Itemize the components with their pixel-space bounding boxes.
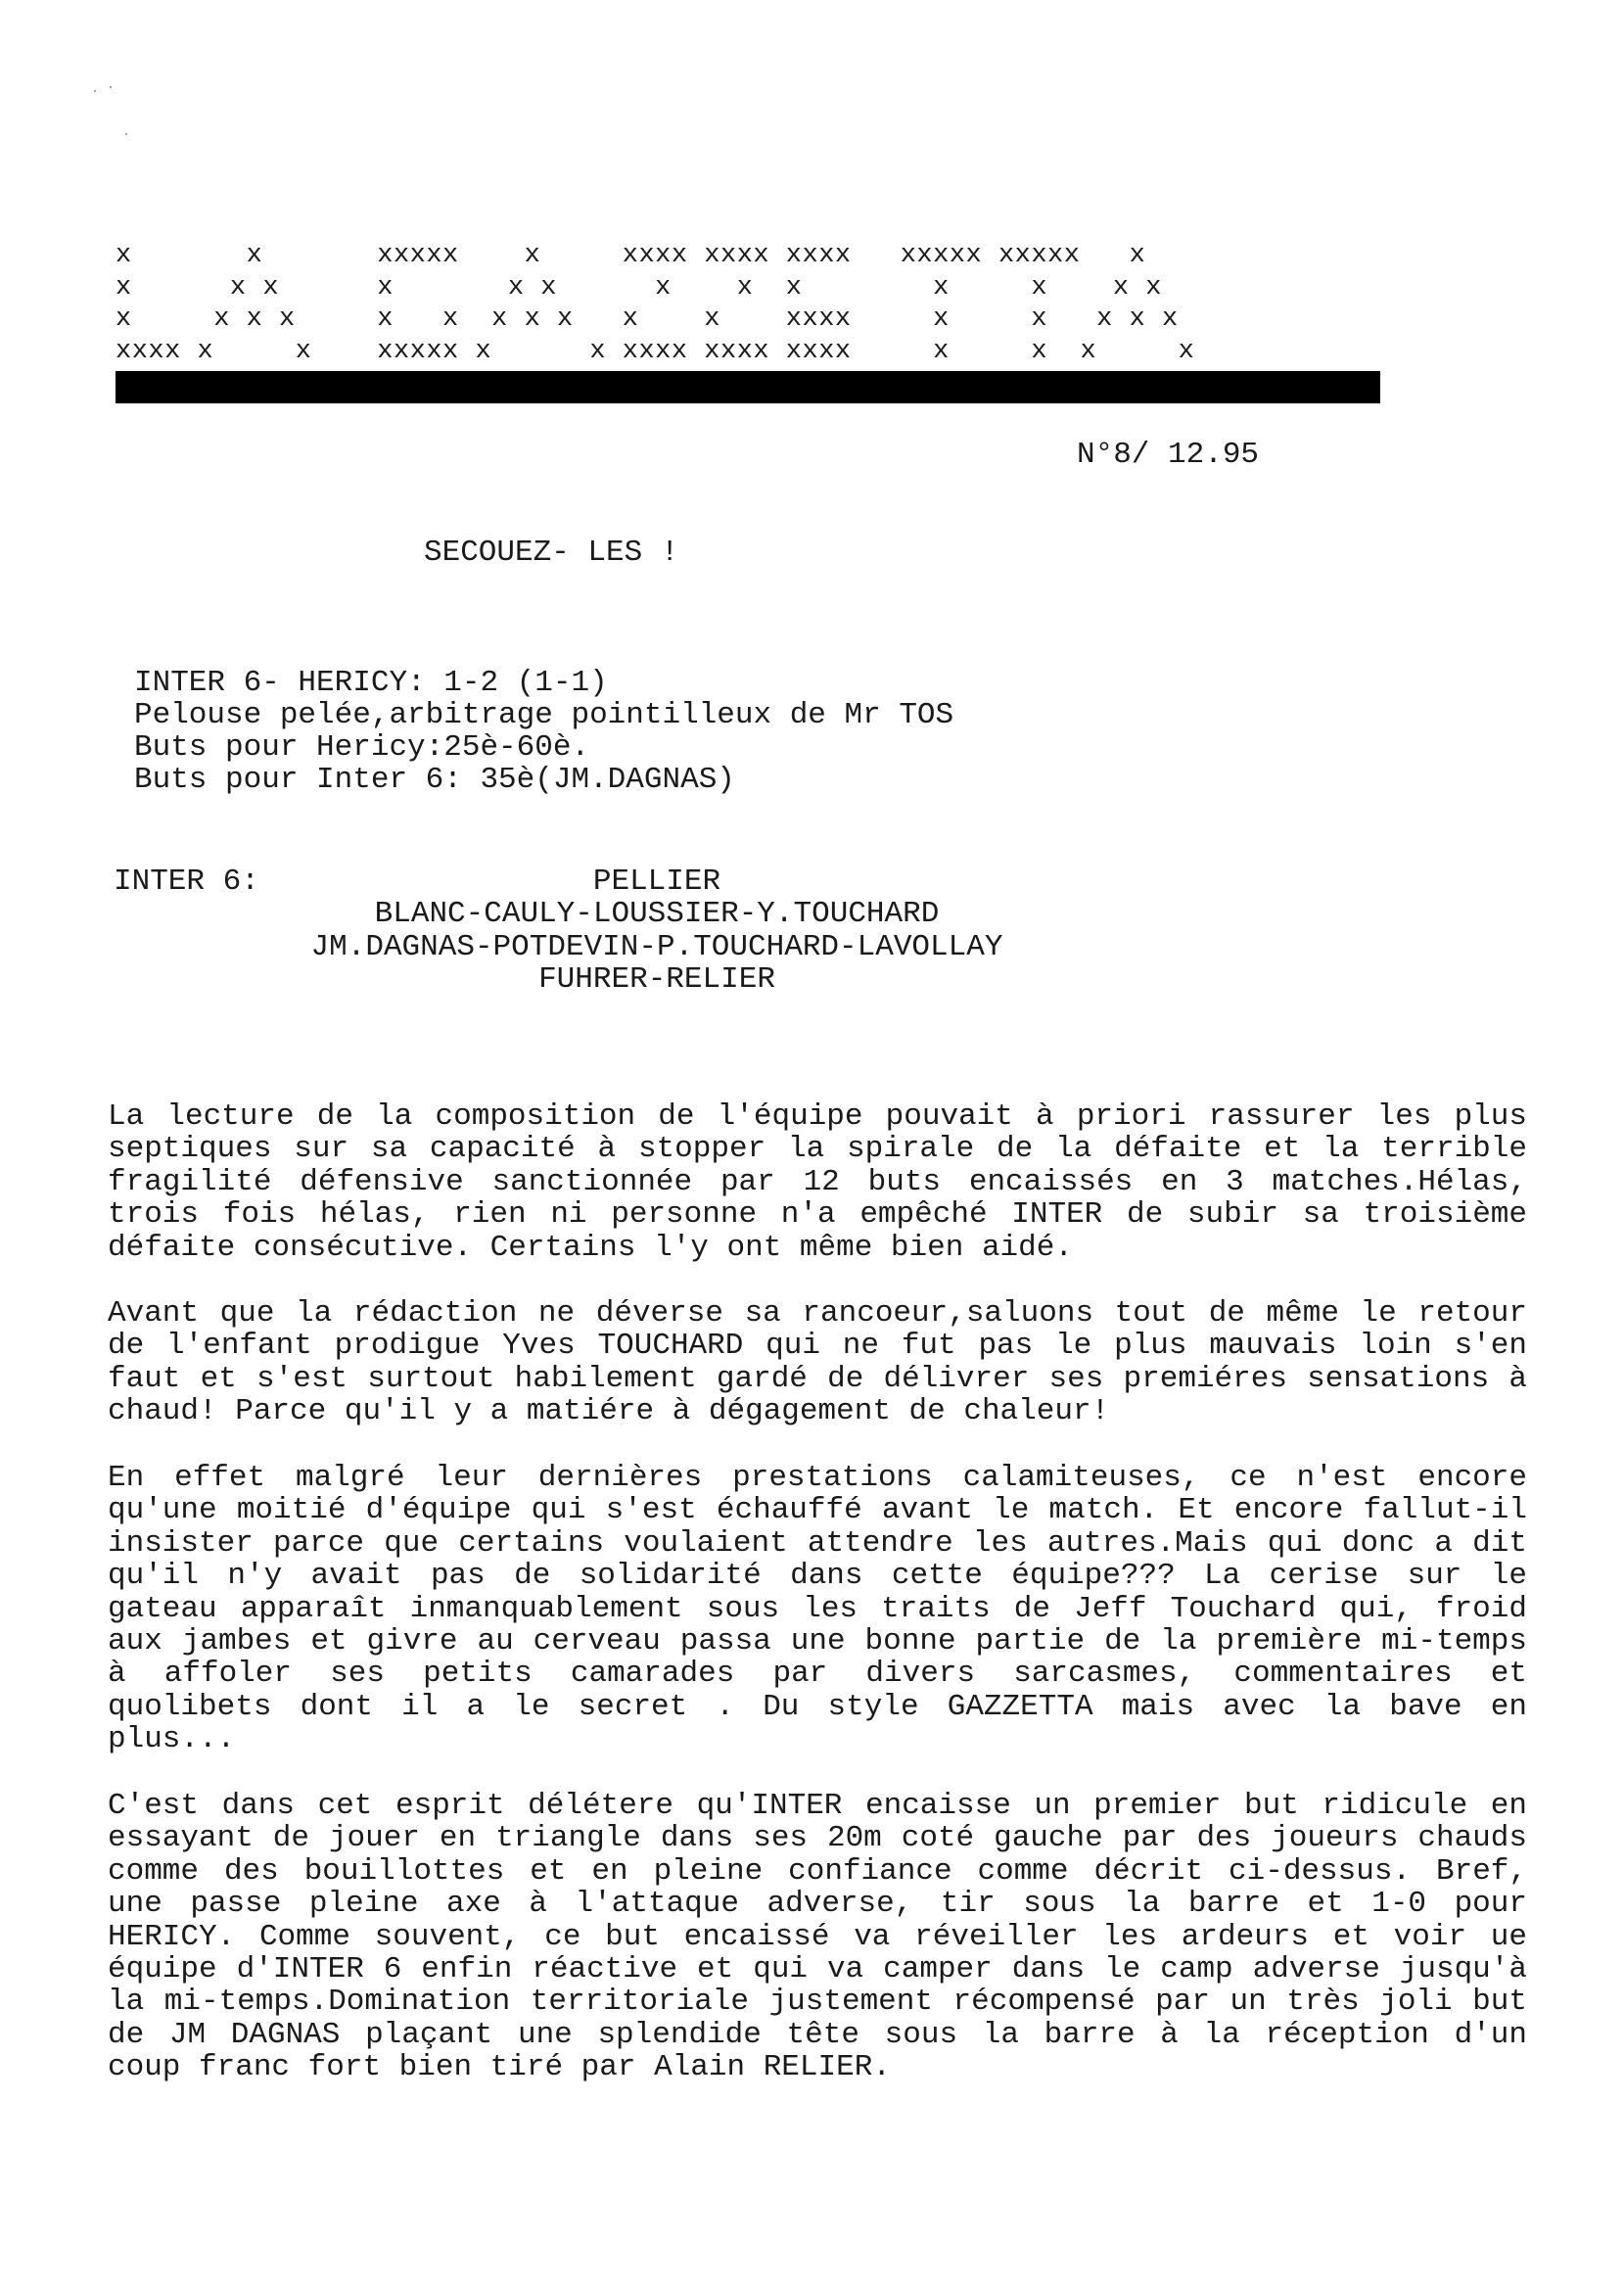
banner-row: x x x x x x x x x x x x x [116,273,1162,303]
banner-row: xxxx x x xxxxx x x xxxx xxxx xxxx x x x x [116,337,1195,366]
paragraph: En effet malgré leur dernières prestations calamiteuses, ce n'est encore qu'une moitié d'équipe qui s'est échauffé avant le match. Et encore fallut-il insister parce que certains voulaient attendre les autres.Mais qui donc a dit qu'il n'y avait pas de solidarité dans cette équipe??? La cerise sur le gateau apparaît inmanquablement sous les traits de Jeff Touchard qui, froid aux jambes et givre au cerveau passa une bonne partie de la première mi-temps à affoler ses petits camarades par divers sarcasmes, commentaires et quolibets dont il a le secret . Du style GAZZETTA mais avec la bave en plus... [108,1461,1527,1757]
match-conditions: Pelouse pelée,arbitrage pointilleux de Mr TOS [134,698,954,732]
match-score: INTER 6- HERICY: 1-2 (1-1) [134,666,608,700]
lineup-goalkeeper: PELLIER [592,865,721,899]
scan-speck [94,90,96,92]
paragraph: Avant que la rédaction ne déverse sa rancoeur,saluons tout de même le retour de l'enfant prodigue Yves TOUCHARD qui ne fut pas le plus mauvais loin s'en faut et s'est surtout habilement gardé de délivrer ses premiéres sensations à chaud! Parce qu'il y a matiére à dégagement de chaleur! [108,1296,1527,1429]
black-rule [116,371,1380,403]
paragraph: C'est dans cet esprit délétere qu'INTER encaisse un premier but ridicule en essayant de jouer en triangle dans ses 20m coté gauche par des joueurs chauds comme des bouillottes et en pleine confiance comme décrit ci-dessus. Bref, une passe pleine axe à l'attaque adverse, tir sous la barre et 1-0 pour HERICY. Comme souvent, ce but encaissé va réveiller les ardeurs et voir ue équipe d'INTER 6 enfin réactive et qui va camper dans le camp adverse jusqu'à la mi-temps.Domination territoriale justement récompensé par un très joli but de JM DAGNAS plaçant une splendide tête sous la barre à la réception d'un coup franc fort bien tiré par Alain RELIER. [108,1789,1527,2085]
lineup-defenders: BLANC-CAULY-LOUSSIER-Y.TOUCHARD [374,897,940,931]
banner-row: x x xxxxx x xxxx xxxx xxxx xxxxx xxxxx x [116,241,1146,270]
paragraph: La lecture de la composition de l'équipe pouvait à priori rassurer les plus septiques sur sa capacité à stopper la spirale de la défaite et la terrible fragilité défensive sanctionnée par 12 buts encaissés en 3 matches.Hélas, trois fois hélas, rien ni personne n'a empêché INTER de subir sa troisième défaite consécutive. Certains l'y ont même bien aidé. [108,1099,1527,1265]
goals-inter: Buts pour Inter 6: 35è(JM.DAGNAS) [134,763,735,797]
issue-number: N°8/ 12.95 [1077,438,1260,472]
scan-speck [110,86,112,88]
goals-hericy: Buts pour Hericy:25è-60è. [134,730,590,765]
lineup-midfielders: JM.DAGNAS-POTDEVIN-P.TOUCHARD-LAVOLLAY [310,930,1003,964]
scan-speck [125,133,127,135]
lineup-label: INTER 6: [114,865,259,899]
headline: SECOUEZ- LES ! [424,536,679,570]
banner-row: x x x x x x x x x x x xxxx x x x x x [116,304,1179,334]
lineup-forwards: FUHRER-RELIER [538,962,775,997]
